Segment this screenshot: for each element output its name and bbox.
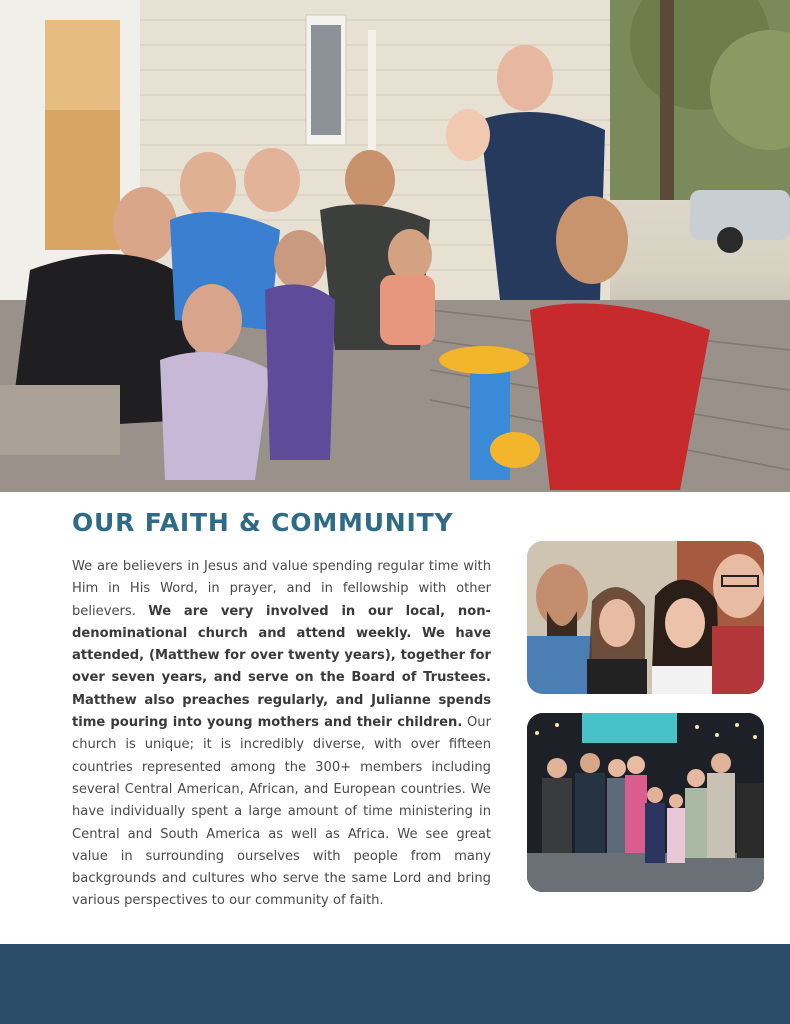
paragraph-text-intro: We are believers in Jesus and value spending regular time with Him in His Word, in prayer, and in fellowship with other believers.: [72, 559, 491, 619]
section-title: OUR FAITH & COMMUNITY: [72, 508, 454, 537]
side-photo-four-adults: [527, 541, 764, 694]
side-photo-illustration: [527, 541, 764, 694]
section-paragraph: [72, 556, 491, 913]
side-photo-church-group: [527, 713, 764, 892]
paragraph-text-bold: We are very involved in our local, non-denominational church and attend weekly. We have attended, (Matthew for over twenty years), together for over seven years, and serve on the Board of Trustees. Matthew also preaches regularly, and Julianne spends time pouring into young mothers and their children.: [72, 603, 491, 731]
paragraph-text-closing: Our church is unique; it is incredibly diverse, with over fifteen countries represented among the 300+ members including several Central American, African, and European countries. We have individually spent a large amount of time ministering in Central and South America as well as Africa. We see great value in surrounding ourselves with people from many backgrounds and cultures who serve the same Lord and bring various perspectives to our community of faith.: [72, 715, 491, 909]
footer-band: [0, 944, 790, 1024]
side-photo-illustration: [527, 713, 764, 892]
hero-photo-illustration: [0, 0, 790, 492]
hero-photo: [0, 0, 790, 492]
